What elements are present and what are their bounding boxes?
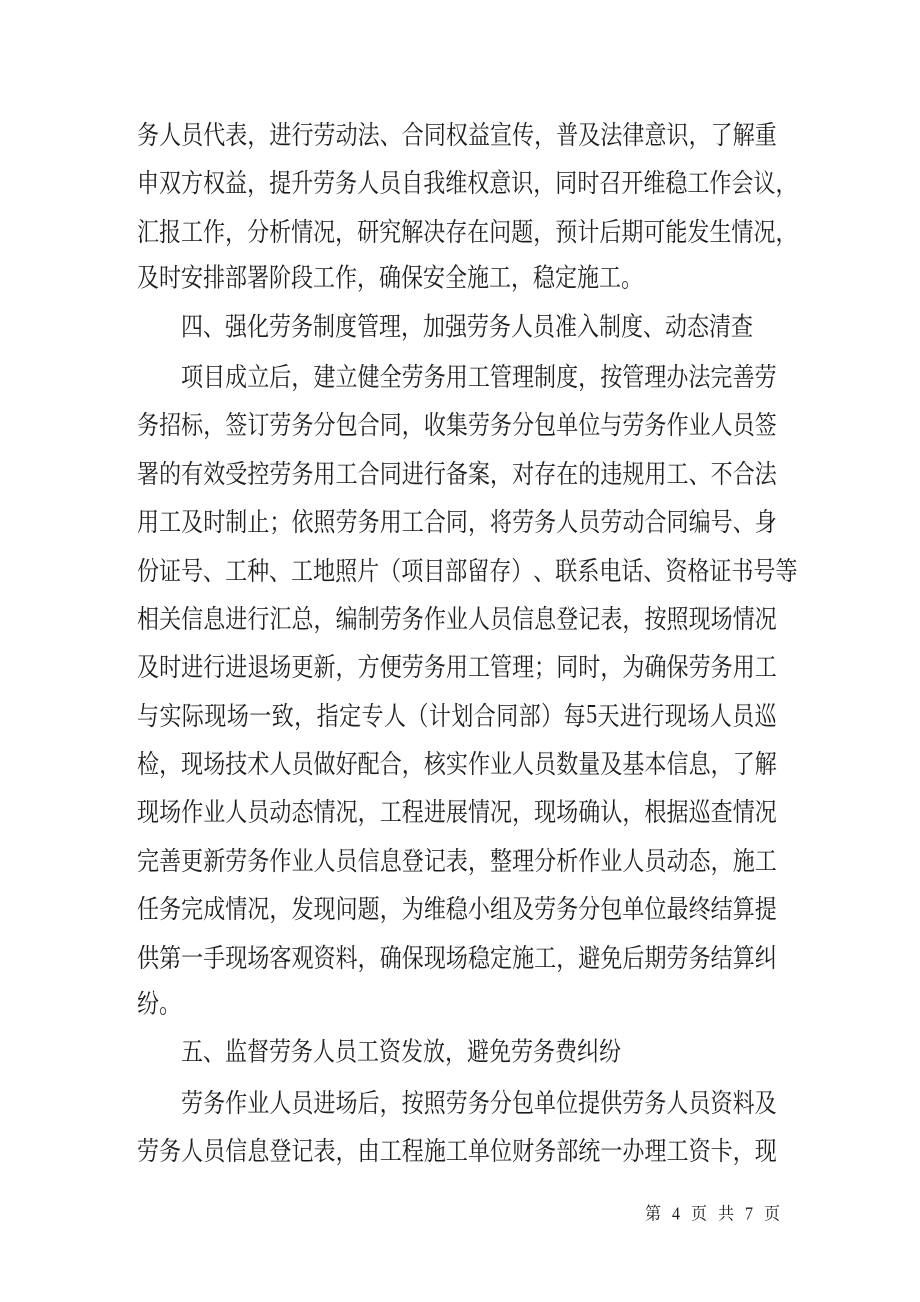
text-line: 五、监督劳务人员工资发放，避免劳务费纠纷 [181, 1036, 622, 1067]
document-body [137, 109, 798, 1174]
text-line: 检 ， 现 场 技 术 人 员 做 好 配 合 ， 核 实 作 业 人 员 数 量 及 基 本 信 息 ， 了 解 [137, 748, 777, 779]
text-line: 申 双 方 权 益 ， 提 升 劳 务 人 员 自 我 维 权 意 识 ， 同 时 召 开 维 稳 工 作 会 议 ， [137, 167, 798, 198]
text-line: 署 的 有 效 受 控 劳 务 用 工 合 同 进 行 备 案 ， 对 存 在 的 违 规 用 工 、 不 合 法 [137, 458, 777, 489]
text-line: 务 招 标 ， 签 订 劳 务 分 包 合 同 ， 收 集 劳 务 分 包 单 位 与 劳 务 作 业 人 员 签 [137, 409, 777, 440]
text-line: 任 务 完 成 情 况 ， 发 现 问 题 ， 为 维 稳 小 组 及 劳 务 分 包 单 位 最 终 结 算 提 [137, 893, 777, 924]
text-line: 四、强化劳务制度管理，加强劳务人员准入制度、动态清查 [181, 310, 754, 341]
text-line: 现 场 作 业 人 员 动 态 情 况 ， 工 程 进 展 情 况 ， 现 场 确 认 ， 根 据 巡 查 情 况 [137, 796, 777, 827]
text-line: 份 证 号 、 工 种 、 工 地 照 片 （ 项 目 部 留 存 ） 、 联 系 电 话 、 资 格 证 书 号 等 [137, 554, 798, 585]
text-line: 完 善 更 新 劳 务 作 业 人 员 信 息 登 记 表 ， 整 理 分 析 作 业 人 员 动 态 ， 施 工 [137, 845, 777, 876]
text-line: 及时安排部署阶段工作，确保安全施工，稳定施工。 [137, 262, 644, 293]
text-line: 与 实 际 现 场 一 致 ， 指 定 专 人 （ 计 划 合 同 部 ） 每 5 天 进 行 现 场 人 员 巡 [137, 698, 777, 731]
text-line: 劳 务 作 业 人 员 进 场 后 ， 按 照 劳 务 分 包 单 位 提 供 劳 务 人 员 资 料 及 [181, 1087, 777, 1118]
text-line: 纷。 [137, 988, 182, 1019]
text-line: 相 关 信 息 进 行 汇 总 ， 编 制 劳 务 作 业 人 员 信 息 登 记 表 ， 按 照 现 场 情 况 [137, 603, 777, 634]
text-line: 及 时 进 行 进 退 场 更 新 ， 方 便 劳 务 用 工 管 理 ； 同 时 ， 为 确 保 劳 务 用 工 [137, 651, 777, 682]
text-line: 务 人 员 代 表 ， 进 行 劳 动 法 、 合 同 权 益 宣 传 ， 普 及 法 律 意 识 ， 了 解 重 [137, 119, 777, 150]
text-line: 供 第 一 手 现 场 客 观 资 料 ， 确 保 现 场 稳 定 施 工 ， 避 免 后 期 劳 务 结 算 纠 [137, 942, 777, 973]
text-line: 项 目 成 立 后 ， 建 立 健 全 劳 务 用 工 管 理 制 度 ， 按 管 理 办 法 完 善 劳 [181, 361, 777, 392]
text-line: 劳 务 人 员 信 息 登 记 表 ， 由 工 程 施 工 单 位 财 务 部 统 一 办 理 工 资 卡 ， 现 [137, 1135, 777, 1166]
text-line: 用 工 及 时 制 止 ； 依 照 劳 务 用 工 合 同 ， 将 劳 务 人 员 劳 动 合 同 编 号 、 身 [137, 506, 777, 537]
text-line: 汇 报 工 作 ， 分 析 情 况 ， 研 究 解 决 存 在 问 题 ， 预 计 后 期 可 能 发 生 情 况 ， [137, 216, 798, 247]
page-number-footer: 第 4 页 共 7 页 [644, 1205, 783, 1224]
